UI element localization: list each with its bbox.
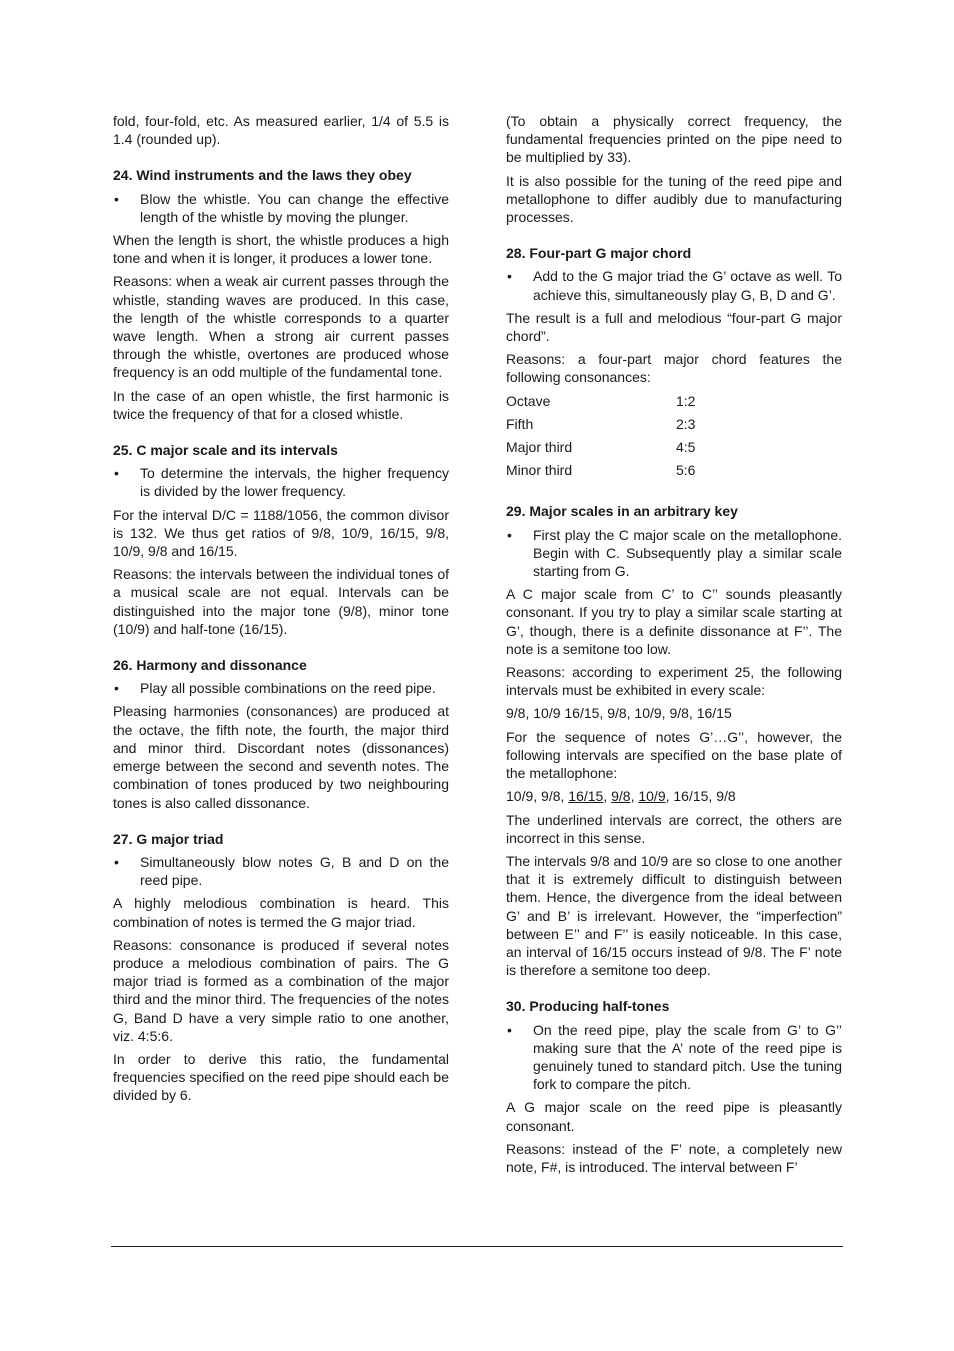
- heading-25: 25. C major scale and its intervals: [113, 442, 338, 459]
- paragraph: In order to derive this ratio, the fundamental frequencies specified on the reed pipe should each be divided by 6.: [113, 1050, 449, 1104]
- heading-27: 27. G major triad: [113, 830, 224, 847]
- bullet-item: • Simultaneously blow notes G, B and D on the reed pipe.: [113, 853, 449, 889]
- interval-sequence: [506, 787, 842, 805]
- table-row: [506, 438, 695, 461]
- heading-29: 29. Major scales in an arbitrary key: [506, 503, 738, 520]
- consonance-ratio: 4:5: [676, 439, 696, 456]
- interval-text: , 16/15, 9/8: [665, 788, 736, 805]
- bullet-item: • On the reed pipe, play the scale from G’ to G’’ making sure that the A’ note of the reed pipe is genuinely tuned to standard pitch. Use the tuning fork to compare the pitch.: [506, 1021, 842, 1094]
- interval-separator: ,: [603, 788, 612, 805]
- footer-divider: [111, 1246, 843, 1247]
- underlined-interval: 16/15: [568, 788, 604, 805]
- paragraph: Pleasing harmonies (consonances) are produced at the octave, the fifth note, the fourth, the major third and minor third. Discordant notes (dissonances) emerge between the second and seventh notes. The combination of tones produced by two neighbouring tones is also called dissonance.: [113, 703, 449, 811]
- consonance-name: Major third: [506, 439, 573, 456]
- paragraph: Reasons: a four-part major chord features the following consonances:: [506, 351, 842, 386]
- paragraph: 9/8, 10/9 16/15, 9/8, 10/9, 9/8, 16/15: [506, 705, 732, 722]
- paragraph: Reasons: instead of the F’ note, a completely new note, F#, is introduced. The interval between F’: [506, 1140, 842, 1175]
- bullet-item: • Play all possible combinations on the reed pipe.: [113, 679, 449, 697]
- heading-24: 24. Wind instruments and the laws they obey: [113, 167, 412, 184]
- bullet-list-29: [506, 526, 842, 581]
- bullet-item: • Add to the G major triad the G’ octave as well. To achieve this, simultaneously play G, B, D and G’.: [506, 267, 842, 303]
- paragraph: A highly melodious combination is heard. This combination of notes is termed the G major triad.: [113, 895, 449, 930]
- consonance-ratio: 2:3: [676, 415, 696, 432]
- paragraph: Reasons: when a weak air current passes through the whistle, standing waves are produced. In this case, the length of the whistle corresponds to a quarter wave length. When a strong air current passes through the whistle, overtones are produced whose frequency is an odd multiple of the fundamental tone.: [113, 273, 449, 381]
- bullet-item: • To determine the intervals, the higher frequency is divided by the lower frequency.: [113, 464, 449, 500]
- consonance-name: Fifth: [506, 415, 534, 432]
- paragraph: Reasons: consonance is produced if several notes produce a melodious combination of pairs. The G major triad is formed as a combination of the major third and the minor third. The frequencies of the notes G, Band D have a very simple ratio to one another, viz. 4:5:6.: [113, 936, 449, 1044]
- paragraph: In the case of an open whistle, the first harmonic is twice the frequency of that for a closed whistle.: [113, 387, 449, 422]
- table-row: [506, 415, 695, 438]
- consonance-name: Minor third: [506, 462, 573, 479]
- paragraph: The result is a full and melodious “four-part G major chord”.: [506, 309, 842, 345]
- consonance-ratio: 5:6: [676, 462, 696, 479]
- heading-26: 26. Harmony and dissonance: [113, 657, 307, 674]
- paragraph: A G major scale on the reed pipe is pleasantly consonant.: [506, 1099, 842, 1134]
- heading-28: 28. Four-part G major chord: [506, 245, 692, 262]
- bullet-list-30: [506, 1021, 842, 1094]
- paragraph: When the length is short, the whistle produces a high tone and when it is longer, it produces a lower tone.: [113, 232, 449, 267]
- paragraph: Reasons: the intervals between the individual tones of a musical scale are not equal. Intervals can be distinguished into the major tone (9/8), minor tone (10/9) and half-tone (16/15).: [113, 566, 449, 637]
- table-row: [506, 392, 695, 415]
- bullet-list-24: [113, 190, 449, 226]
- paragraph: (To obtain a physically correct frequency, the fundamental frequencies printed on the pipe need to be multiplied by 33).: [506, 113, 842, 166]
- bullet-list-25: [113, 464, 449, 500]
- paragraph: It is also possible for the tuning of the reed pipe and metallophone to differ audibly due to manufacturing processes.: [506, 172, 842, 226]
- bullet-list-27: [113, 853, 449, 889]
- underlined-interval: 10/9: [638, 788, 666, 805]
- interval-text: 10/9, 9/8,: [506, 788, 569, 805]
- bullet-list-28: [506, 267, 842, 303]
- paragraph: For the interval D/C = 1188/1056, the common divisor is 132. We thus get ratios of 9/8, 10/9, 16/15, 9/8, 10/9, 9/8 and 16/15.: [113, 506, 449, 560]
- heading-30: 30. Producing half-tones: [506, 998, 670, 1015]
- paragraph: The underlined intervals are correct, the others are incorrect in this sense.: [506, 811, 842, 846]
- consonance-name: Octave: [506, 392, 551, 409]
- bullet-list-26: [113, 679, 449, 697]
- consonance-ratio: 1:2: [676, 392, 696, 409]
- paragraph: A C major scale from C’ to C’’ sounds pleasantly consonant. If you try to play a similar scale starting at G’, though, there is a definite dissonance at F’’. The note is a semitone too low.: [506, 586, 842, 657]
- bullet-item: • First play the C major scale on the metallophone. Begin with C. Subsequently play a similar scale starting from G.: [506, 526, 842, 581]
- intro-paragraph: fold, four-fold, etc. As measured earlier, 1/4 of 5.5 is 1.4 (rounded up).: [113, 113, 449, 148]
- paragraph: The intervals 9/8 and 10/9 are so close to one another that it is extremely difficult to distinguish between them. Hence, the divergence from the ideal between G’ and B’ is irrelevant. However, the “imperfection” between E’’ and F’’ is easily noticeable. In this case, an interval of 16/15 occurs instead of 9/8. The F’ note is therefore a semitone too deep.: [506, 852, 842, 979]
- paragraph: For the sequence of notes G’…G’’, however, the following intervals are specified on the base plate of the metallophone:: [506, 728, 842, 782]
- underlined-interval: 9/8: [611, 788, 631, 805]
- bullet-item: • Blow the whistle. You can change the effective length of the whistle by moving the plunger.: [113, 190, 449, 226]
- table-row: [506, 461, 695, 484]
- left-column: [113, 112, 449, 1110]
- paragraph: Reasons: according to experiment 25, the following intervals must be exhibited in every scale:: [506, 664, 842, 699]
- interval-separator: ,: [630, 788, 639, 805]
- consonance-table: [506, 392, 695, 485]
- right-column: [506, 112, 842, 1181]
